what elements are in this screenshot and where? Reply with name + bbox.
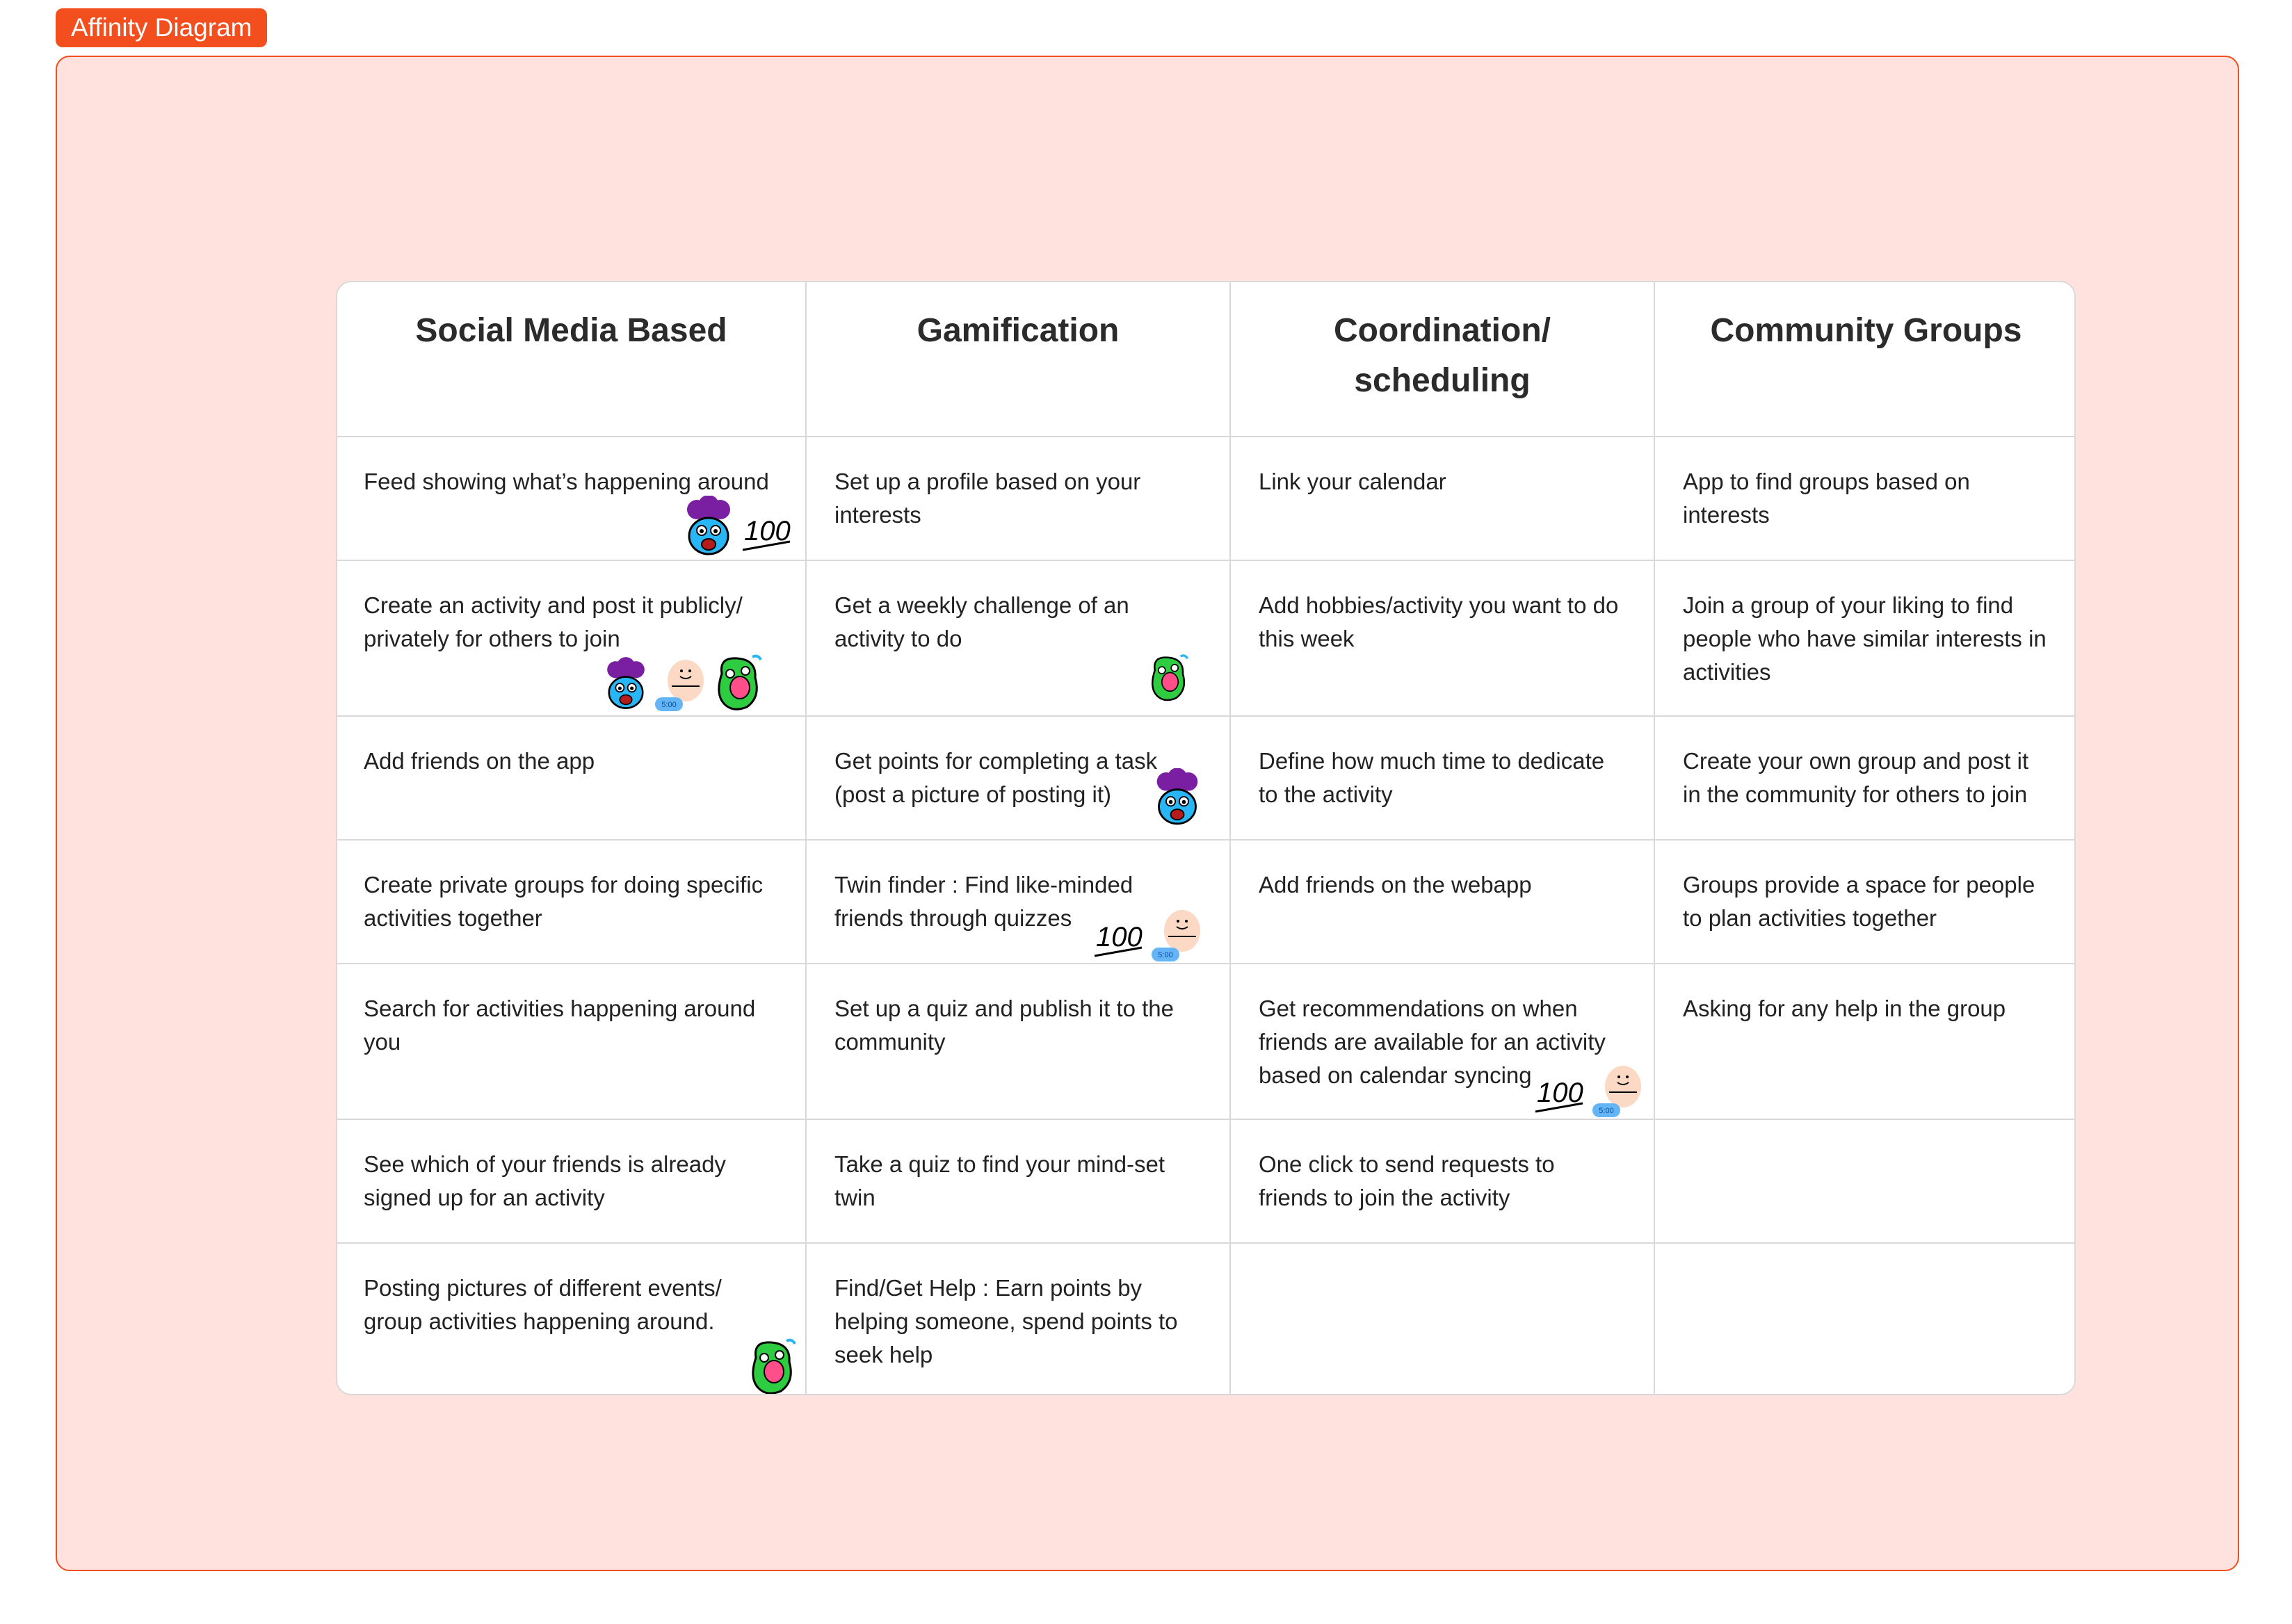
note-text: Groups provide a space for people to plan activities together [1683, 872, 2035, 931]
sticky-note[interactable] [806, 437, 1230, 560]
note-text: Set up a profile based on your interests [834, 469, 1141, 528]
reaction-stickers [683, 496, 793, 557]
affinity-table [336, 281, 2076, 1395]
green-monster-sticker[interactable] [712, 653, 764, 713]
column-header-coordination[interactable] [1230, 282, 1654, 437]
table-row [337, 1119, 2076, 1243]
reaction-stickers [745, 1337, 798, 1395]
sticky-note[interactable] [337, 1243, 806, 1395]
blue-monster-sticker[interactable] [604, 656, 648, 713]
table-row [337, 964, 2076, 1119]
timer-egg-sticker[interactable] [654, 657, 707, 713]
hundred-text: 100 [1537, 1078, 1583, 1108]
affinity-section [56, 56, 2239, 1571]
sticky-note[interactable] [1230, 437, 1654, 560]
reaction-stickers [1153, 768, 1202, 827]
note-text: See which of your friends is already signed up for an activity [364, 1151, 726, 1210]
timer-text: 5:00 [661, 701, 677, 709]
sticky-note[interactable] [1654, 964, 2076, 1119]
note-text: Feed showing what’s happening around [364, 469, 769, 494]
sticky-note[interactable] [337, 560, 806, 716]
sticky-note[interactable] [1654, 560, 2076, 716]
note-text: Set up a quiz and publish it to the community [834, 996, 1175, 1055]
sticky-note[interactable] [337, 840, 806, 964]
note-text: Twin finder : Find like-minded friends through quizzes [834, 872, 1133, 931]
note-text: Join a group of your liking to find people who have similar interests in activities [1683, 592, 2047, 685]
note-text: One click to send requests to friends to join the activity [1259, 1151, 1555, 1210]
hundred-text: 100 [744, 516, 791, 546]
sticky-note[interactable] [337, 716, 806, 840]
sticky-note[interactable] [1230, 1119, 1654, 1243]
hundred-emoji-sticker[interactable] [1533, 1073, 1585, 1119]
timer-egg-sticker[interactable] [1150, 907, 1203, 963]
note-text: Get points for completing a task (post a picture of posting it) [834, 748, 1158, 807]
note-text: Add hobbies/activity you want to do this week [1259, 592, 1619, 651]
hundred-emoji-sticker[interactable] [740, 511, 793, 557]
column-header-label: Gamification [917, 312, 1120, 349]
sticky-note[interactable] [1230, 560, 1654, 716]
note-text: Add friends on the webapp [1259, 872, 1532, 898]
note-text: App to find groups based on interests [1683, 469, 1970, 528]
note-text: Create your own group and post it in the community for others to join [1683, 748, 2029, 807]
table-row [337, 437, 2076, 560]
section-title-tag[interactable]: Affinity Diagram [56, 8, 267, 47]
header-row [337, 282, 2076, 437]
column-header-social[interactable] [337, 282, 806, 437]
sticky-note[interactable] [1230, 964, 1654, 1119]
note-text: Posting pictures of different events/ group activities happening around. [364, 1275, 722, 1334]
hundred-text: 100 [1096, 922, 1143, 952]
reaction-stickers [604, 653, 764, 713]
empty-cell [1654, 1243, 2076, 1395]
green-monster-sticker[interactable] [745, 1337, 798, 1395]
note-text: Define how much time to dedicate to the activity [1259, 748, 1605, 807]
note-text: Find/Get Help : Earn points by helping someone, spend points to seek help [834, 1275, 1178, 1367]
note-text: Get a weekly challenge of an activity to do [834, 592, 1129, 651]
sticky-note[interactable] [337, 964, 806, 1119]
note-text: Create an activity and post it publicly/ privately for others to join [364, 592, 743, 651]
sticky-note[interactable] [1230, 840, 1654, 964]
green-monster-sticker[interactable] [1146, 653, 1191, 703]
note-text: Take a quiz to find your mind-set twin [834, 1151, 1165, 1210]
sticky-note[interactable] [1654, 716, 2076, 840]
reaction-stickers [1146, 653, 1191, 703]
column-header-label: Coordination/ scheduling [1334, 312, 1551, 399]
empty-cell [1230, 1243, 1654, 1395]
table-row [337, 1243, 2076, 1395]
table-row [337, 840, 2076, 964]
sticky-note[interactable] [806, 964, 1230, 1119]
timer-egg-sticker[interactable] [1591, 1063, 1644, 1119]
affinity-grid [337, 282, 2076, 1395]
sticky-note[interactable] [806, 1243, 1230, 1395]
note-text: Asking for any help in the group [1683, 996, 2006, 1021]
sticky-note[interactable] [1654, 437, 2076, 560]
sticky-note[interactable] [337, 1119, 806, 1243]
table-row [337, 560, 2076, 716]
sticky-note[interactable] [806, 840, 1230, 964]
reaction-stickers [1092, 907, 1203, 963]
sticky-note[interactable] [806, 716, 1230, 840]
table-row [337, 716, 2076, 840]
note-text: Add friends on the app [364, 748, 595, 774]
note-text: Get recommendations on when friends are available for an activity based on calendar syncing [1259, 996, 1606, 1088]
column-header-gamification[interactable] [806, 282, 1230, 437]
column-header-label: Community Groups [1710, 312, 2022, 349]
sticky-note[interactable] [1654, 840, 2076, 964]
note-text: Link your calendar [1259, 469, 1446, 494]
empty-cell [1654, 1119, 2076, 1243]
sticky-note[interactable] [806, 1119, 1230, 1243]
column-header-label: Social Media Based [415, 312, 727, 349]
sticky-note[interactable] [337, 437, 806, 560]
hundred-emoji-sticker[interactable] [1092, 917, 1145, 963]
note-text: Create private groups for doing specific activities together [364, 872, 764, 931]
blue-monster-sticker[interactable] [683, 496, 734, 557]
timer-text: 5:00 [1158, 951, 1173, 959]
blue-monster-sticker[interactable] [1153, 768, 1202, 827]
timer-text: 5:00 [1599, 1107, 1614, 1115]
sticky-note[interactable] [1230, 716, 1654, 840]
note-text: Search for activities happening around you [364, 996, 756, 1055]
reaction-stickers [1533, 1063, 1644, 1119]
sticky-note[interactable] [806, 560, 1230, 716]
column-header-community[interactable] [1654, 282, 2076, 437]
